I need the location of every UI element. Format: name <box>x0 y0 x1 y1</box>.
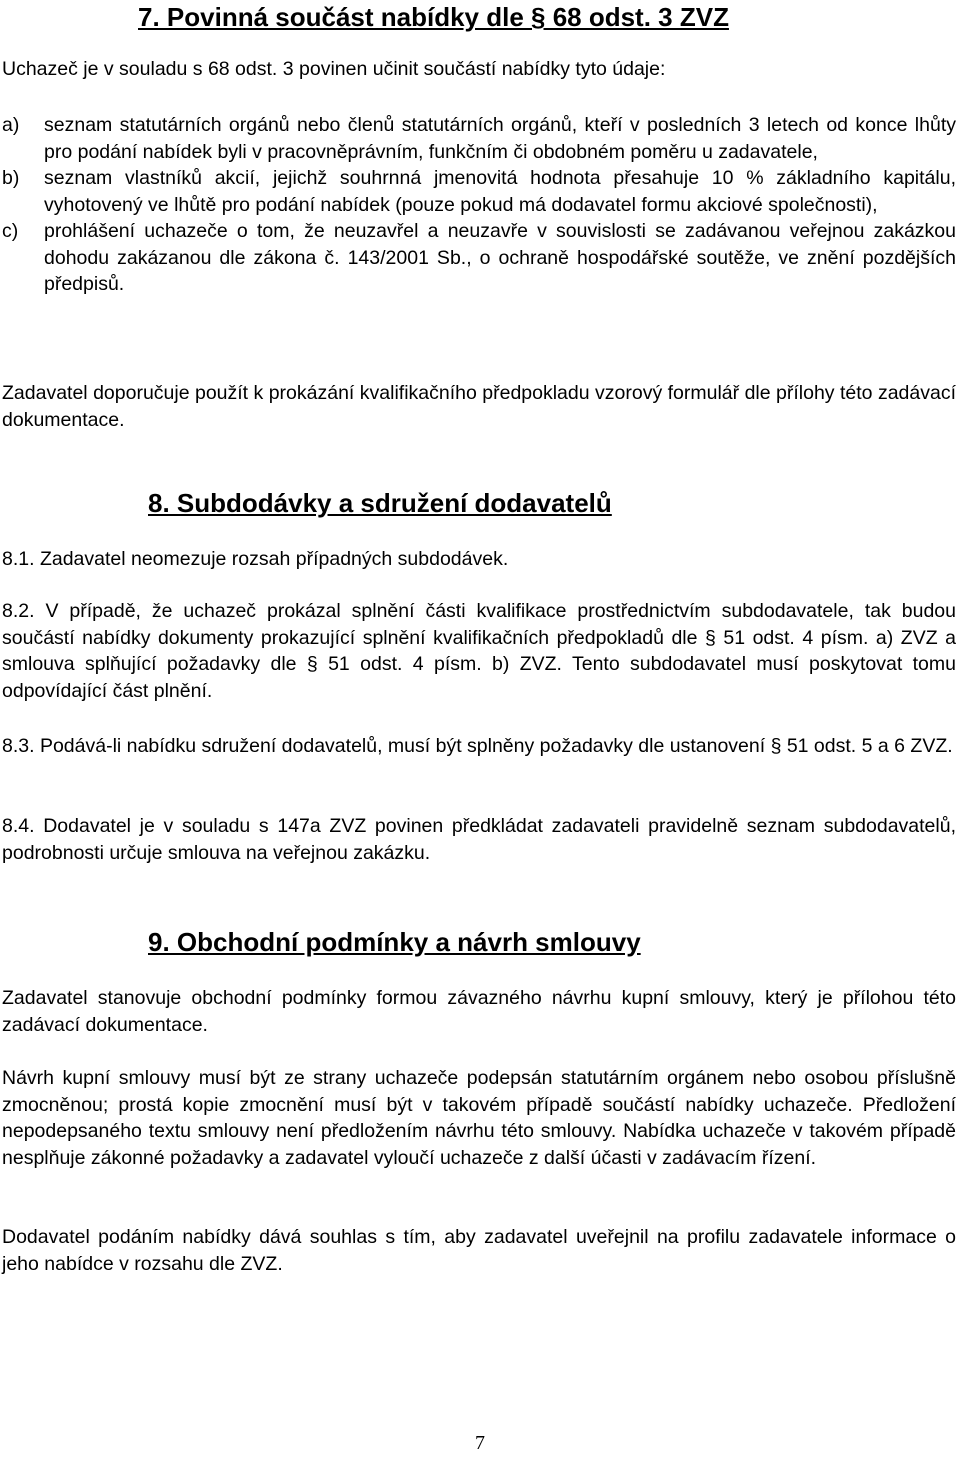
section-7-recommendation-block <box>2 380 956 433</box>
list-item <box>2 218 956 298</box>
section-7-heading: 7. Povinná součást nabídky dle § 68 odst. 3 ZVZ <box>138 2 729 32</box>
section-7-intro-block <box>2 56 956 83</box>
section-9-p2-block <box>2 1065 956 1171</box>
section-8-3-block <box>2 733 956 760</box>
page-number: 7 <box>475 1432 485 1454</box>
section-8-4-block <box>2 813 956 866</box>
section-8-3: 8.3. Podává-li nabídku sdružení dodavatelů, musí být splněny požadavky dle ustanovení § 51 odst. 5 a 6 ZVZ. <box>2 735 953 757</box>
section-8-4: 8.4. Dodavatel je v souladu s 147a ZVZ povinen předkládat zadavateli pravidelně seznam subdodavatelů, podrobnosti určuje smlouva na veřejnou zakázku. <box>2 815 956 864</box>
list-item <box>2 112 956 165</box>
list-item-text: seznam statutárních orgánů nebo členů statutárních orgánů, kteří v posledních 3 letech od konce lhůty pro podání nabídek byli v pracovněprávním, funkčním či obdobném poměru u zadavatele, <box>44 114 956 163</box>
section-7-recommendation: Zadavatel doporučuje použít k prokázání kvalifikačního předpokladu vzorový formulář dle přílohy této zadávací dokumentace. <box>2 382 956 431</box>
section-8-2: 8.2. V případě, že uchazeč prokázal splnění části kvalifikace prostřednictvím subdodavatele, tak budou součástí nabídky dokumenty prokazující splnění kvalifikačních předpokladů dle § 51 odst. 4 písm. a) ZVZ a smlouva splňující požadavky dle § 51 odst. 4 písm. b) ZVZ. Tento subdodavatel musí poskytovat tomu odpovídající část plnění. <box>2 600 956 702</box>
list-item-label: b) <box>2 167 20 189</box>
section-8-1-block <box>2 546 956 573</box>
section-8-1: 8.1. Zadavatel neomezuje rozsah případných subdodávek. <box>2 548 509 570</box>
section-8-heading: 8. Subdodávky a sdružení dodavatelů <box>148 488 612 518</box>
list-item-label: a) <box>2 114 20 136</box>
section-9-heading: 9. Obchodní podmínky a návrh smlouvy <box>148 927 641 957</box>
section-9-p1: Zadavatel stanovuje obchodní podmínky formou závazného návrhu kupní smlouvy, který je přílohou této zadávací dokumentace. <box>2 987 956 1036</box>
list-item <box>2 165 956 218</box>
list-item-text: seznam vlastníků akcií, jejichž souhrnná jmenovitá hodnota přesahuje 10 % základního kapitálu, vyhotovený ve lhůtě pro podání nabídek (pouze pokud má dodavatel formu akciové společnosti), <box>44 167 956 216</box>
section-7-intro: Uchazeč je v souladu s 68 odst. 3 povinen učinit součástí nabídky tyto údaje: <box>2 58 666 80</box>
list-item-text: prohlášení uchazeče o tom, že neuzavřel a neuzavře v souvislosti se zadávanou veřejnou zakázkou dohodu zakázanou dle zákona č. 143/2001 Sb., o ochraně hospodářské soutěže, ve znění pozdějších předpisů. <box>44 220 956 295</box>
section-9-p3: Dodavatel podáním nabídky dává souhlas s tím, aby zadavatel uveřejnil na profilu zadavatele informace o jeho nabídce v rozsahu dle ZVZ. <box>2 1226 956 1275</box>
section-8-2-block <box>2 598 956 704</box>
section-9-p2: Návrh kupní smlouvy musí být ze strany uchazeče podepsán statutárním orgánem nebo osobou příslušně zmocněnou; prostá kopie zmocnění musí být v takovém případě součástí nabídky uchazeče. Předložení nepodepsaného textu smlouvy není předložením návrhu této smlouvy. Nabídka uchazeče v takovém případě nesplňuje zákonné požadavky a zadavatel vyloučí uchazeče z další účasti v zadávacím řízení. <box>2 1067 956 1169</box>
section-9-p3-block <box>2 1224 956 1277</box>
section-9-p1-block <box>2 985 956 1038</box>
section-7-list <box>2 112 956 298</box>
list-item-label: c) <box>2 220 19 242</box>
